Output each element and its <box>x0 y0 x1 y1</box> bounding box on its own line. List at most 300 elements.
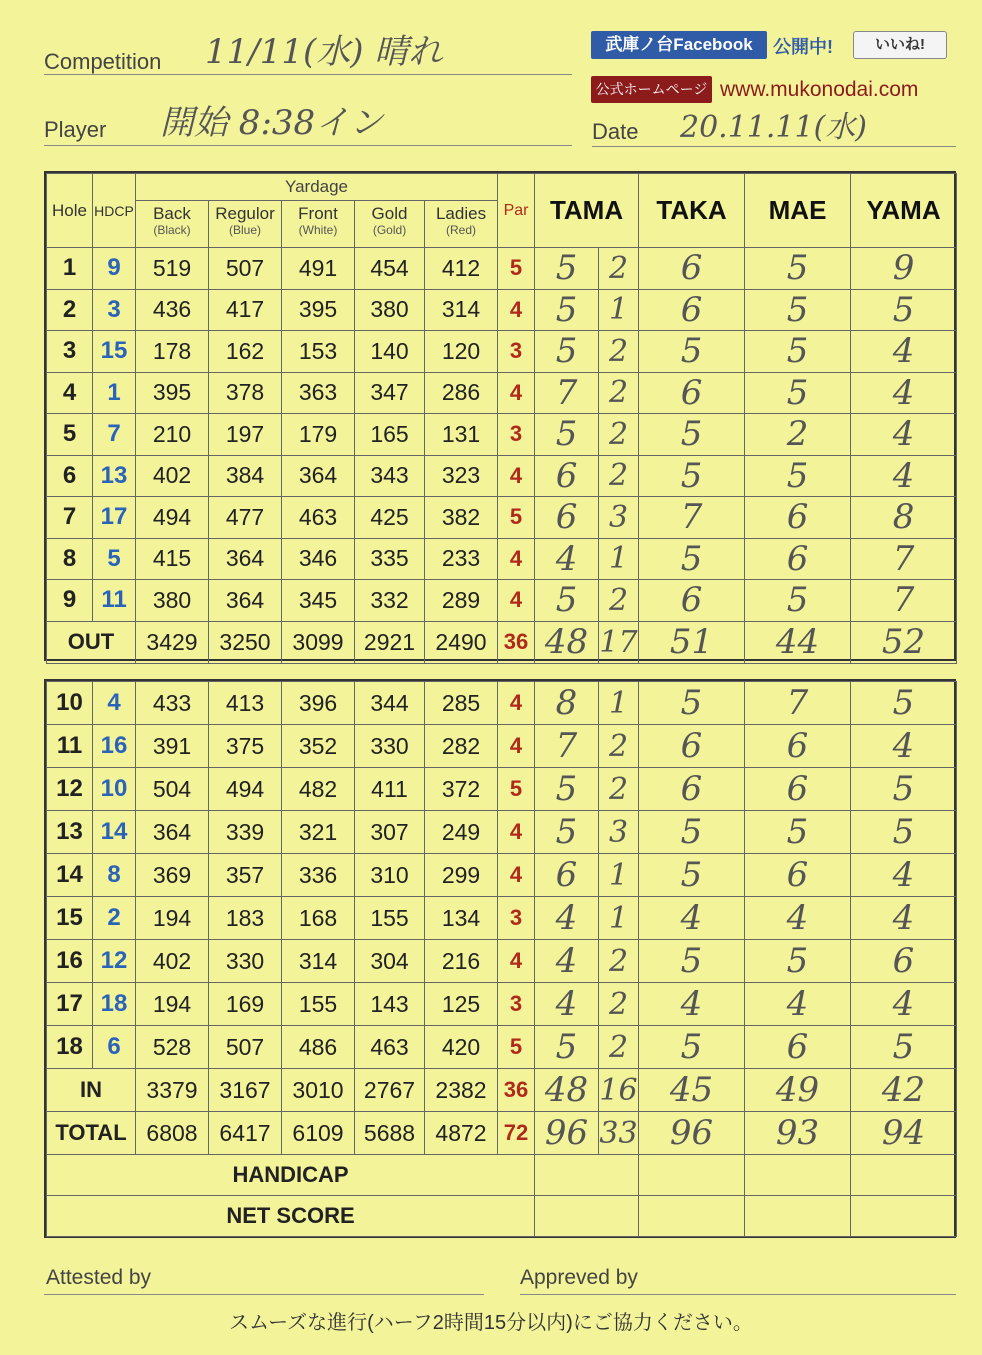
hole-handicap: 3 <box>93 289 136 331</box>
putts-tama[interactable]: 2 <box>599 331 639 373</box>
yardage-cell: 314 <box>425 289 498 331</box>
par-cell: 3 <box>498 983 535 1026</box>
hole-row <box>47 580 957 622</box>
putts-tama[interactable]: 2 <box>599 940 639 983</box>
net-score-label: NET SCORE <box>47 1196 535 1237</box>
score-tama[interactable]: 6 <box>535 497 599 539</box>
putts-tama[interactable]: 2 <box>599 372 639 414</box>
yardage-cell: 194 <box>136 983 209 1026</box>
hole-handicap: 15 <box>93 331 136 373</box>
yardage-cell: 463 <box>355 1026 425 1069</box>
putts-tama[interactable]: 3 <box>599 811 639 854</box>
yardage-cell: 6109 <box>282 1112 355 1155</box>
par-cell: 5 <box>498 768 535 811</box>
yardage-cell: 155 <box>282 983 355 1026</box>
hole-handicap: 18 <box>93 983 136 1026</box>
yardage-cell: 339 <box>209 811 282 854</box>
score-tama[interactable]: 48 <box>535 621 599 663</box>
putts-tama[interactable]: 2 <box>599 455 639 497</box>
score-mae[interactable]: 6 <box>745 854 851 897</box>
hole-number: 8 <box>47 538 93 580</box>
score-yama[interactable]: 8 <box>851 497 957 539</box>
net-score-cell-taka[interactable] <box>639 1196 745 1237</box>
yardage-cell: 169 <box>209 983 282 1026</box>
score-taka[interactable]: 51 <box>639 621 745 663</box>
hole-row <box>47 414 957 456</box>
hole-number: 12 <box>47 768 93 811</box>
in-row <box>47 1069 957 1112</box>
yardage-cell: 412 <box>425 248 498 290</box>
yardage-cell: 369 <box>136 854 209 897</box>
competition-value: 11/11(水) 晴れ <box>205 32 443 72</box>
yardage-cell: 402 <box>136 455 209 497</box>
hole-number: 1 <box>47 248 93 290</box>
hole-row <box>47 725 957 768</box>
yardage-cell: 494 <box>136 497 209 539</box>
hole-row <box>47 455 957 497</box>
date-label: Date <box>592 119 639 144</box>
yardage-cell: 396 <box>282 682 355 725</box>
yardage-cell: 507 <box>209 1026 282 1069</box>
score-taka[interactable]: 5 <box>639 331 745 373</box>
yardage-cell: 3010 <box>282 1069 355 1112</box>
hole-number: 2 <box>47 289 93 331</box>
par-cell: 4 <box>498 580 535 622</box>
yardage-cell: 391 <box>136 725 209 768</box>
hole-row <box>47 1026 957 1069</box>
score-taka[interactable]: 5 <box>639 811 745 854</box>
score-yama[interactable]: 52 <box>851 621 957 663</box>
yardage-cell: 332 <box>355 580 425 622</box>
yardage-cell: 3167 <box>209 1069 282 1112</box>
yardage-cell: 413 <box>209 682 282 725</box>
score-mae[interactable]: 5 <box>745 331 851 373</box>
yardage-cell: 352 <box>282 725 355 768</box>
putts-tama[interactable]: 1 <box>599 897 639 940</box>
yardage-cell: 375 <box>209 725 282 768</box>
putts-tama[interactable]: 2 <box>599 1026 639 1069</box>
score-mae[interactable]: 4 <box>745 983 851 1026</box>
score-tama[interactable]: 4 <box>535 940 599 983</box>
hole-number: 17 <box>47 983 93 1026</box>
hole-row <box>47 897 957 940</box>
par-header: Par <box>498 174 535 248</box>
hole-handicap: 13 <box>93 455 136 497</box>
yardage-cell: 519 <box>136 248 209 290</box>
score-yama[interactable]: 7 <box>851 538 957 580</box>
score-yama[interactable]: 5 <box>851 289 957 331</box>
yardage-cell: 183 <box>209 897 282 940</box>
par-cell: 5 <box>498 497 535 539</box>
score-yama[interactable]: 42 <box>851 1069 957 1112</box>
hole-handicap: 4 <box>93 682 136 725</box>
yardage-cell: 2767 <box>355 1069 425 1112</box>
yardage-cell: 454 <box>355 248 425 290</box>
score-taka[interactable]: 5 <box>639 414 745 456</box>
yardage-cell: 179 <box>282 414 355 456</box>
yardage-cell: 507 <box>209 248 282 290</box>
net-score-cell-yama[interactable] <box>851 1196 957 1237</box>
yardage-cell: 330 <box>209 940 282 983</box>
net-score-cell-mae[interactable] <box>745 1196 851 1237</box>
score-yama[interactable]: 5 <box>851 1026 957 1069</box>
hole-handicap: 2 <box>93 897 136 940</box>
yardage-cell: 321 <box>282 811 355 854</box>
score-tama[interactable]: 48 <box>535 1069 599 1112</box>
yardage-cell: 143 <box>355 983 425 1026</box>
approved-by-label: Appreved by <box>520 1266 638 1289</box>
yardage-cell: 197 <box>209 414 282 456</box>
score-mae[interactable]: 6 <box>745 1026 851 1069</box>
score-yama[interactable]: 4 <box>851 455 957 497</box>
yardage-cell: 395 <box>282 289 355 331</box>
yardage-cell: 210 <box>136 414 209 456</box>
putts-tama[interactable]: 2 <box>599 768 639 811</box>
score-yama[interactable]: 4 <box>851 414 957 456</box>
putts-tama[interactable]: 16 <box>599 1069 639 1112</box>
score-tama[interactable]: 4 <box>535 897 599 940</box>
par-cell: 3 <box>498 414 535 456</box>
handicap-cell-tama[interactable] <box>535 1155 639 1196</box>
yardage-cell: 194 <box>136 897 209 940</box>
yardage-cell: 491 <box>282 248 355 290</box>
scorecard-back-nine <box>44 679 956 1238</box>
score-tama[interactable]: 5 <box>535 289 599 331</box>
website-url[interactable]: www.mukonodai.com <box>720 78 919 101</box>
score-tama[interactable]: 4 <box>535 983 599 1026</box>
score-mae[interactable]: 5 <box>745 811 851 854</box>
yardage-cell: 140 <box>355 331 425 373</box>
putts-tama[interactable]: 17 <box>599 621 639 663</box>
tee-gold: Gold (Gold) <box>355 201 425 247</box>
yardage-cell: 382 <box>425 497 498 539</box>
player-value: 開始 8:38イン <box>160 103 384 143</box>
score-taka[interactable]: 5 <box>639 538 745 580</box>
yardage-cell: 363 <box>282 372 355 414</box>
hole-row <box>47 497 957 539</box>
hole-number: 7 <box>47 497 93 539</box>
score-tama[interactable]: 96 <box>535 1112 599 1155</box>
score-mae[interactable]: 6 <box>745 768 851 811</box>
yardage-cell: 249 <box>425 811 498 854</box>
score-yama[interactable]: 9 <box>851 248 957 290</box>
score-taka[interactable]: 5 <box>639 682 745 725</box>
hole-row <box>47 248 957 290</box>
hole-row <box>47 854 957 897</box>
score-mae[interactable]: 44 <box>745 621 851 663</box>
hole-row <box>47 983 957 1026</box>
yardage-cell: 344 <box>355 682 425 725</box>
player-mae-header: MAE <box>745 174 851 248</box>
hole-handicap: 8 <box>93 854 136 897</box>
score-mae[interactable]: 2 <box>745 414 851 456</box>
yardage-cell: 162 <box>209 331 282 373</box>
tee-regulor: Regulor (Blue) <box>209 201 282 247</box>
yardage-cell: 282 <box>425 725 498 768</box>
player-taka-header: TAKA <box>639 174 745 248</box>
score-yama[interactable]: 4 <box>851 331 957 373</box>
hole-row <box>47 768 957 811</box>
par-cell: 72 <box>498 1112 535 1155</box>
attested-underline <box>44 1294 484 1295</box>
score-taka[interactable]: 6 <box>639 580 745 622</box>
hole-handicap: 16 <box>93 725 136 768</box>
scorecard-front-nine <box>44 171 956 661</box>
yardage-cell: 6417 <box>209 1112 282 1155</box>
score-taka[interactable]: 7 <box>639 497 745 539</box>
front-nine-table <box>46 173 957 664</box>
yardage-cell: 364 <box>209 580 282 622</box>
yardage-cell: 3379 <box>136 1069 209 1112</box>
yardage-cell: 384 <box>209 455 282 497</box>
putts-tama[interactable]: 2 <box>599 414 639 456</box>
score-taka[interactable]: 6 <box>639 725 745 768</box>
like-button[interactable]: いいね! <box>853 31 947 59</box>
score-taka[interactable]: 5 <box>639 854 745 897</box>
hole-handicap: 6 <box>93 1026 136 1069</box>
hole-row <box>47 682 957 725</box>
score-taka[interactable]: 45 <box>639 1069 745 1112</box>
player-tama-header: TAMA <box>535 174 639 248</box>
putts-tama[interactable]: 2 <box>599 580 639 622</box>
score-taka[interactable]: 5 <box>639 940 745 983</box>
yardage-cell: 3250 <box>209 621 282 663</box>
par-cell: 4 <box>498 725 535 768</box>
yardage-cell: 357 <box>209 854 282 897</box>
tee-front: Front (White) <box>282 201 355 247</box>
score-mae[interactable]: 5 <box>745 940 851 983</box>
score-mae[interactable]: 5 <box>745 289 851 331</box>
score-yama[interactable]: 94 <box>851 1112 957 1155</box>
yardage-cell: 4872 <box>425 1112 498 1155</box>
score-yama[interactable]: 4 <box>851 897 957 940</box>
footer-note: スムーズな進行(ハーフ2時間15分以内)にご協力ください。 <box>229 1312 753 1334</box>
score-mae[interactable]: 7 <box>745 682 851 725</box>
score-taka[interactable]: 6 <box>639 768 745 811</box>
par-cell: 4 <box>498 289 535 331</box>
back-nine-table <box>46 681 957 1237</box>
yardage-cell: 2382 <box>425 1069 498 1112</box>
score-mae[interactable]: 49 <box>745 1069 851 1112</box>
score-yama[interactable]: 7 <box>851 580 957 622</box>
score-taka[interactable]: 96 <box>639 1112 745 1155</box>
hole-handicap: 7 <box>93 414 136 456</box>
hole-handicap: 9 <box>93 248 136 290</box>
score-yama[interactable]: 4 <box>851 372 957 414</box>
score-yama[interactable]: 4 <box>851 854 957 897</box>
hole-number: 5 <box>47 414 93 456</box>
hole-handicap: 5 <box>93 538 136 580</box>
score-taka[interactable]: 6 <box>639 372 745 414</box>
yardage-cell: 5688 <box>355 1112 425 1155</box>
putts-tama[interactable]: 1 <box>599 289 639 331</box>
yardage-cell: 330 <box>355 725 425 768</box>
yardage-cell: 310 <box>355 854 425 897</box>
score-tama[interactable]: 5 <box>535 1026 599 1069</box>
handicap-cell-taka[interactable] <box>639 1155 745 1196</box>
handicap-label: HANDICAP <box>47 1155 535 1196</box>
score-tama[interactable]: 8 <box>535 682 599 725</box>
score-tama[interactable]: 5 <box>535 248 599 290</box>
yardage-cell: 155 <box>355 897 425 940</box>
hole-number: 14 <box>47 854 93 897</box>
yardage-cell: 433 <box>136 682 209 725</box>
hole-row <box>47 289 957 331</box>
yardage-cell: 345 <box>282 580 355 622</box>
score-mae[interactable]: 6 <box>745 725 851 768</box>
score-mae[interactable]: 5 <box>745 580 851 622</box>
score-tama[interactable]: 5 <box>535 331 599 373</box>
score-tama[interactable]: 6 <box>535 854 599 897</box>
competition-label: Competition <box>44 49 162 74</box>
putts-tama[interactable]: 2 <box>599 725 639 768</box>
yardage-cell: 336 <box>282 854 355 897</box>
facebook-badge[interactable]: 武庫ノ台Facebook <box>591 31 767 59</box>
putts-tama[interactable]: 1 <box>599 854 639 897</box>
header-row <box>47 174 957 248</box>
hole-number: 13 <box>47 811 93 854</box>
in-row-label: IN <box>47 1069 136 1112</box>
out-row-label: OUT <box>47 621 136 663</box>
par-cell: 36 <box>498 621 535 663</box>
hole-handicap: 12 <box>93 940 136 983</box>
total-row-label: TOTAL <box>47 1112 136 1155</box>
hole-number: 6 <box>47 455 93 497</box>
facebook-open-text: 公開中! <box>773 37 833 57</box>
hole-header: Hole <box>47 174 93 248</box>
score-taka[interactable]: 5 <box>639 1026 745 1069</box>
yardage-cell: 504 <box>136 768 209 811</box>
score-tama[interactable]: 5 <box>535 768 599 811</box>
putts-tama[interactable]: 33 <box>599 1112 639 1155</box>
yardage-cell: 165 <box>355 414 425 456</box>
tee-ladies: Ladies (Red) <box>435 204 487 237</box>
score-mae[interactable]: 5 <box>745 372 851 414</box>
score-taka[interactable]: 6 <box>639 289 745 331</box>
hole-number: 15 <box>47 897 93 940</box>
putts-tama[interactable]: 1 <box>599 538 639 580</box>
score-mae[interactable]: 4 <box>745 897 851 940</box>
score-mae[interactable]: 5 <box>745 455 851 497</box>
yardage-header <box>136 174 498 248</box>
yardage-cell: 178 <box>136 331 209 373</box>
score-tama[interactable]: 6 <box>535 455 599 497</box>
hole-number: 3 <box>47 331 93 373</box>
hole-row <box>47 811 957 854</box>
yardage-cell: 415 <box>136 538 209 580</box>
yardage-cell: 131 <box>425 414 498 456</box>
hole-number: 18 <box>47 1026 93 1069</box>
yardage-cell: 335 <box>355 538 425 580</box>
yardage-cell: 307 <box>355 811 425 854</box>
handicap-cell-yama[interactable] <box>851 1155 957 1196</box>
score-yama[interactable]: 6 <box>851 940 957 983</box>
par-cell: 4 <box>498 811 535 854</box>
par-cell: 4 <box>498 854 535 897</box>
par-cell: 4 <box>498 372 535 414</box>
yardage-cell: 486 <box>282 1026 355 1069</box>
score-mae[interactable]: 6 <box>745 538 851 580</box>
yardage-cell: 3099 <box>282 621 355 663</box>
yardage-cell: 528 <box>136 1026 209 1069</box>
yardage-cell: 233 <box>425 538 498 580</box>
yardage-cell: 420 <box>425 1026 498 1069</box>
yardage-cell: 482 <box>282 768 355 811</box>
net-score-cell-tama[interactable] <box>535 1196 639 1237</box>
score-taka[interactable]: 4 <box>639 983 745 1026</box>
yardage-cell: 463 <box>282 497 355 539</box>
player-underline <box>44 145 572 146</box>
player-label: Player <box>44 117 107 142</box>
hole-number: 16 <box>47 940 93 983</box>
yardage-cell: 364 <box>136 811 209 854</box>
yardage-label: Yardage <box>136 174 497 201</box>
putts-tama[interactable]: 1 <box>599 682 639 725</box>
yardage-cell: 380 <box>355 289 425 331</box>
score-taka[interactable]: 6 <box>639 248 745 290</box>
hole-number: 9 <box>47 580 93 622</box>
yardage-cell: 378 <box>209 372 282 414</box>
par-cell: 4 <box>498 682 535 725</box>
yardage-cell: 289 <box>425 580 498 622</box>
yardage-cell: 380 <box>136 580 209 622</box>
yardage-cell: 343 <box>355 455 425 497</box>
date-underline <box>592 146 956 147</box>
score-mae[interactable]: 6 <box>745 497 851 539</box>
score-tama[interactable]: 5 <box>535 811 599 854</box>
score-yama[interactable]: 4 <box>851 725 957 768</box>
putts-tama[interactable]: 3 <box>599 497 639 539</box>
score-tama[interactable]: 4 <box>535 538 599 580</box>
score-mae[interactable]: 5 <box>745 248 851 290</box>
putts-tama[interactable]: 2 <box>599 983 639 1026</box>
yardage-cell: 168 <box>282 897 355 940</box>
hole-number: 10 <box>47 682 93 725</box>
par-cell: 36 <box>498 1069 535 1112</box>
approved-underline <box>520 1294 956 1295</box>
yardage-cell: 3429 <box>136 621 209 663</box>
par-cell: 3 <box>498 897 535 940</box>
score-taka[interactable]: 5 <box>639 455 745 497</box>
yardage-cell: 494 <box>209 768 282 811</box>
hole-number: 11 <box>47 725 93 768</box>
score-mae[interactable]: 93 <box>745 1112 851 1155</box>
score-yama[interactable]: 4 <box>851 983 957 1026</box>
score-yama[interactable]: 5 <box>851 811 957 854</box>
putts-tama[interactable]: 2 <box>599 248 639 290</box>
hole-number: 4 <box>47 372 93 414</box>
hole-handicap: 1 <box>93 372 136 414</box>
official-site-badge[interactable]: 公式ホームページ <box>591 76 712 103</box>
competition-underline <box>44 74 572 75</box>
yardage-cell: 304 <box>355 940 425 983</box>
score-yama[interactable]: 5 <box>851 768 957 811</box>
score-taka[interactable]: 4 <box>639 897 745 940</box>
score-yama[interactable]: 5 <box>851 682 957 725</box>
score-tama[interactable]: 7 <box>535 372 599 414</box>
yardage-cell: 347 <box>355 372 425 414</box>
score-tama[interactable]: 5 <box>535 414 599 456</box>
handicap-cell-mae[interactable] <box>745 1155 851 1196</box>
yardage-cell: 286 <box>425 372 498 414</box>
yardage-cell: 402 <box>136 940 209 983</box>
par-cell: 5 <box>498 1026 535 1069</box>
hdcp-header: HDCP <box>93 174 136 248</box>
yardage-cell: 2921 <box>355 621 425 663</box>
score-tama[interactable]: 5 <box>535 580 599 622</box>
score-tama[interactable]: 7 <box>535 725 599 768</box>
yardage-cell: 364 <box>282 455 355 497</box>
